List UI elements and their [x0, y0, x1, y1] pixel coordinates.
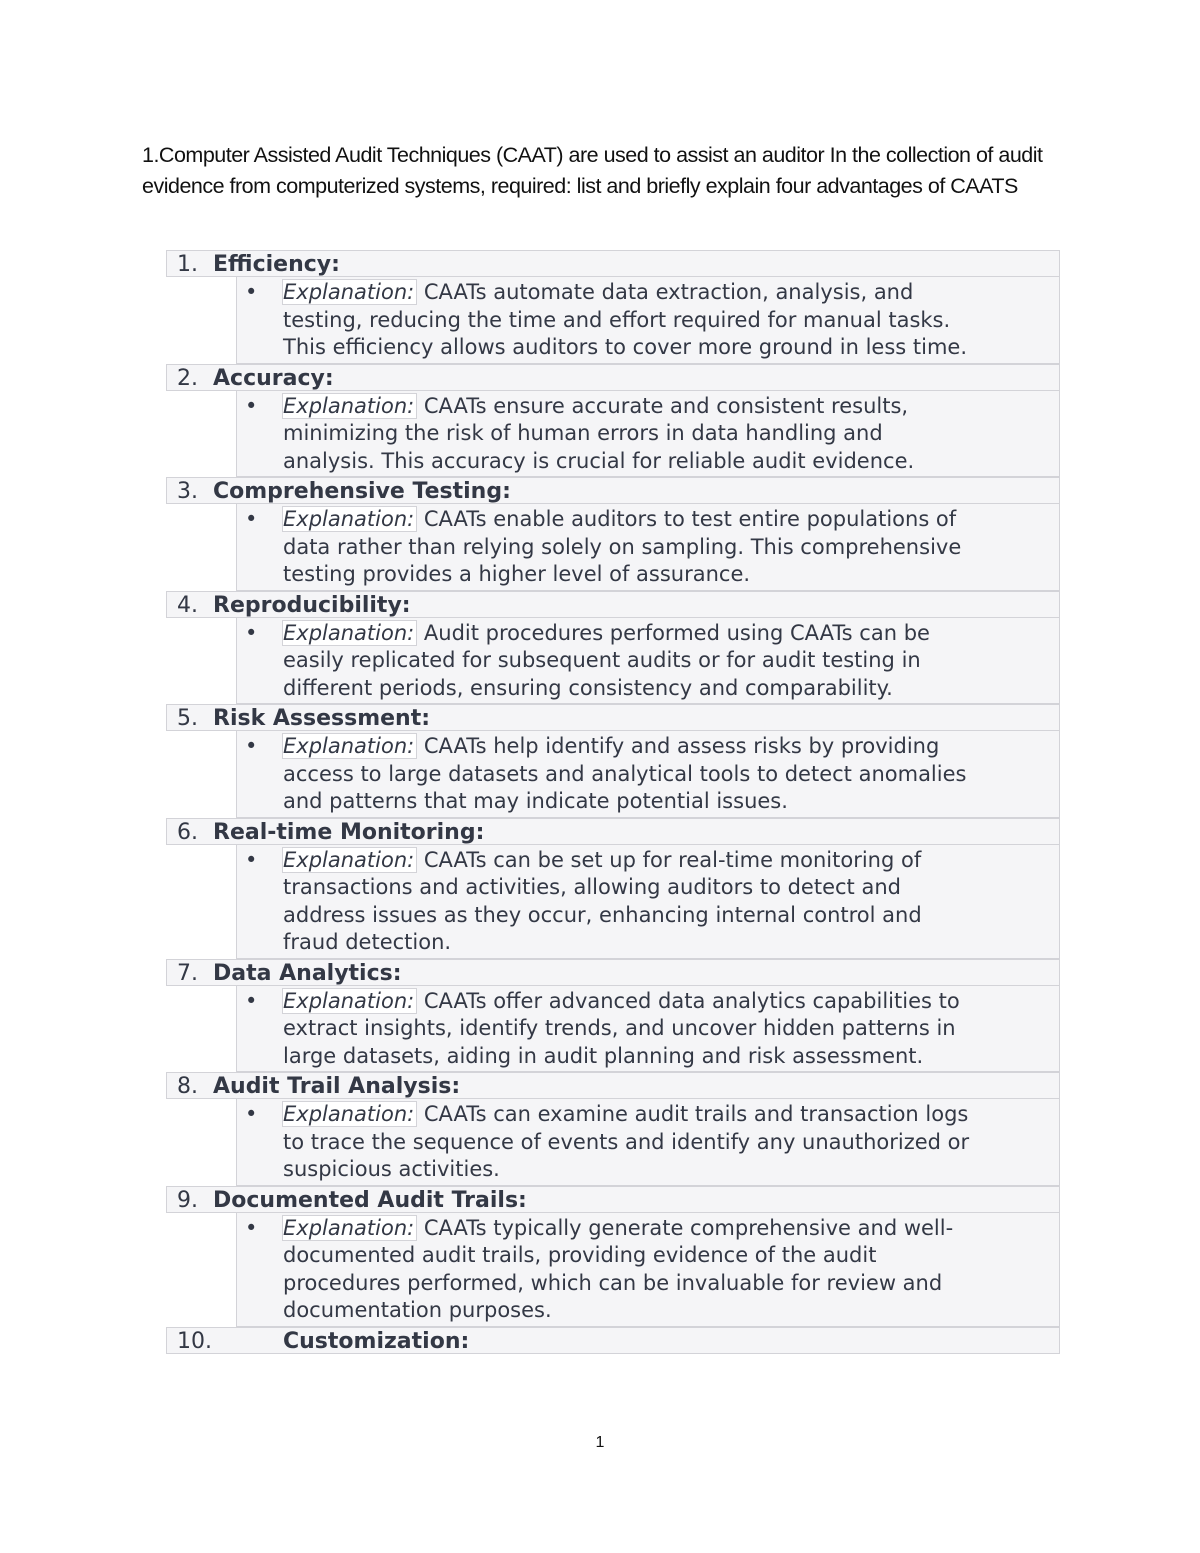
item-number: 10. — [177, 1328, 212, 1354]
item-title: Audit Trail Analysis: — [213, 1074, 461, 1099]
item-title: Data Analytics: — [213, 960, 402, 986]
list-item — [166, 364, 1060, 478]
explanation-text: CAATs can examine audit trails and transaction logs to trace the sequence of events and identify any unauthorized or suspicious activities. — [283, 1102, 970, 1181]
explanation-text: CAATs ensure accurate and consistent results, minimizing the risk of human errors in data handling and analysis. This accuracy is crucial for reliable audit evidence. — [283, 393, 915, 473]
list-item — [166, 1186, 1060, 1327]
item-explanation — [236, 277, 1060, 364]
item-explanation — [236, 845, 1060, 959]
bullet-icon: • — [245, 393, 258, 418]
explanation-text: CAATs can be set up for real-time monitoring of transactions and activities, allowing auditors to detect and address issues as they occur, enhancing internal control and fraud detection. — [283, 847, 922, 954]
item-title: Customization: — [283, 1328, 470, 1354]
explanation-label: Explanation: — [282, 1215, 417, 1241]
bullet-icon: • — [245, 988, 258, 1013]
item-number: 9. — [177, 1187, 198, 1213]
item-explanation — [236, 504, 1060, 591]
bullet-icon: • — [245, 620, 258, 645]
item-heading — [166, 959, 1060, 986]
explanation-label: Explanation: — [282, 988, 417, 1014]
explanation-text: Audit procedures performed using CAATs can be easily replicated for subsequent audits or for audit testing in different periods, ensuring consistency and comparability. — [283, 620, 930, 700]
item-title: Reproducibility: — [213, 592, 411, 618]
item-heading — [166, 1072, 1060, 1099]
list-item — [166, 477, 1060, 591]
item-title: Accuracy: — [213, 365, 334, 391]
item-title: Documented Audit Trails: — [213, 1187, 527, 1213]
item-heading — [166, 1327, 1060, 1354]
item-number: 7. — [177, 960, 198, 986]
item-explanation — [236, 986, 1060, 1073]
page-number: 1 — [595, 1434, 605, 1451]
bullet-icon: • — [245, 847, 258, 872]
item-number: 4. — [177, 592, 198, 618]
explanation-text: CAATs automate data extraction, analysis, and testing, reducing the time and effort required for manual tasks. This efficiency allows auditors to cover more ground in less time. — [283, 280, 968, 359]
item-title: Real-time Monitoring: — [213, 819, 485, 845]
bullet-icon: • — [245, 1102, 258, 1126]
item-explanation — [236, 618, 1060, 705]
list-item — [166, 591, 1060, 705]
explanation-text: CAATs help identify and assess risks by providing access to large datasets and analytical tools to detect anomalies and patterns that may indicate potential issues. — [283, 734, 967, 813]
question-text: 1.Computer Assisted Audit Techniques (CAAT) are used to assist an auditor In the collection of audit evidence from computerized systems, required: list and briefly explain four advantages of CAATS — [142, 143, 1043, 198]
item-heading — [166, 477, 1060, 504]
item-title: Efficiency: — [213, 252, 340, 277]
bullet-icon: • — [245, 1215, 258, 1240]
item-explanation — [236, 1099, 1060, 1186]
item-heading — [166, 591, 1060, 618]
explanation-text: CAATs offer advanced data analytics capabilities to extract insights, identify trends, and uncover hidden patterns in large datasets, aiding in audit planning and risk assessment. — [283, 988, 960, 1068]
item-number: 2. — [177, 365, 198, 391]
item-heading — [166, 250, 1060, 277]
explanation-label: Explanation: — [282, 393, 417, 419]
item-number: 6. — [177, 819, 198, 845]
bullet-icon: • — [245, 507, 258, 531]
explanation-label: Explanation: — [282, 1101, 417, 1127]
item-explanation — [236, 731, 1060, 818]
explanation-label: Explanation: — [282, 733, 417, 759]
explanation-text: CAATs typically generate comprehensive and well- documented audit trails, providing evidence of the audit procedures performed, which can be invaluable for review and documentation purposes. — [283, 1215, 954, 1322]
item-number: 5. — [177, 706, 198, 731]
explanation-label: Explanation: — [282, 279, 417, 305]
item-heading — [166, 704, 1060, 731]
item-heading — [166, 1186, 1060, 1213]
list-item — [166, 1072, 1060, 1186]
item-title: Comprehensive Testing: — [213, 479, 511, 504]
item-title: Risk Assessment: — [213, 706, 431, 731]
item-number: 1. — [177, 252, 198, 277]
bullet-icon: • — [245, 280, 258, 304]
explanation-label: Explanation: — [282, 506, 417, 532]
item-explanation — [236, 1213, 1060, 1327]
item-number: 3. — [177, 479, 198, 504]
list-item — [166, 818, 1060, 959]
explanation-label: Explanation: — [282, 620, 417, 646]
explanation-text: CAATs enable auditors to test entire populations of data rather than relying solely on sampling. This comprehensive testing provides a higher level of assurance. — [283, 507, 962, 586]
item-explanation — [236, 391, 1060, 478]
item-number: 8. — [177, 1074, 198, 1099]
advantages-list — [166, 250, 1060, 1354]
list-item — [166, 704, 1060, 818]
list-item — [166, 250, 1060, 364]
explanation-label: Explanation: — [282, 847, 417, 873]
list-item — [166, 1327, 1060, 1354]
item-heading — [166, 364, 1060, 391]
bullet-icon: • — [245, 734, 258, 758]
item-heading — [166, 818, 1060, 845]
list-item — [166, 959, 1060, 1073]
